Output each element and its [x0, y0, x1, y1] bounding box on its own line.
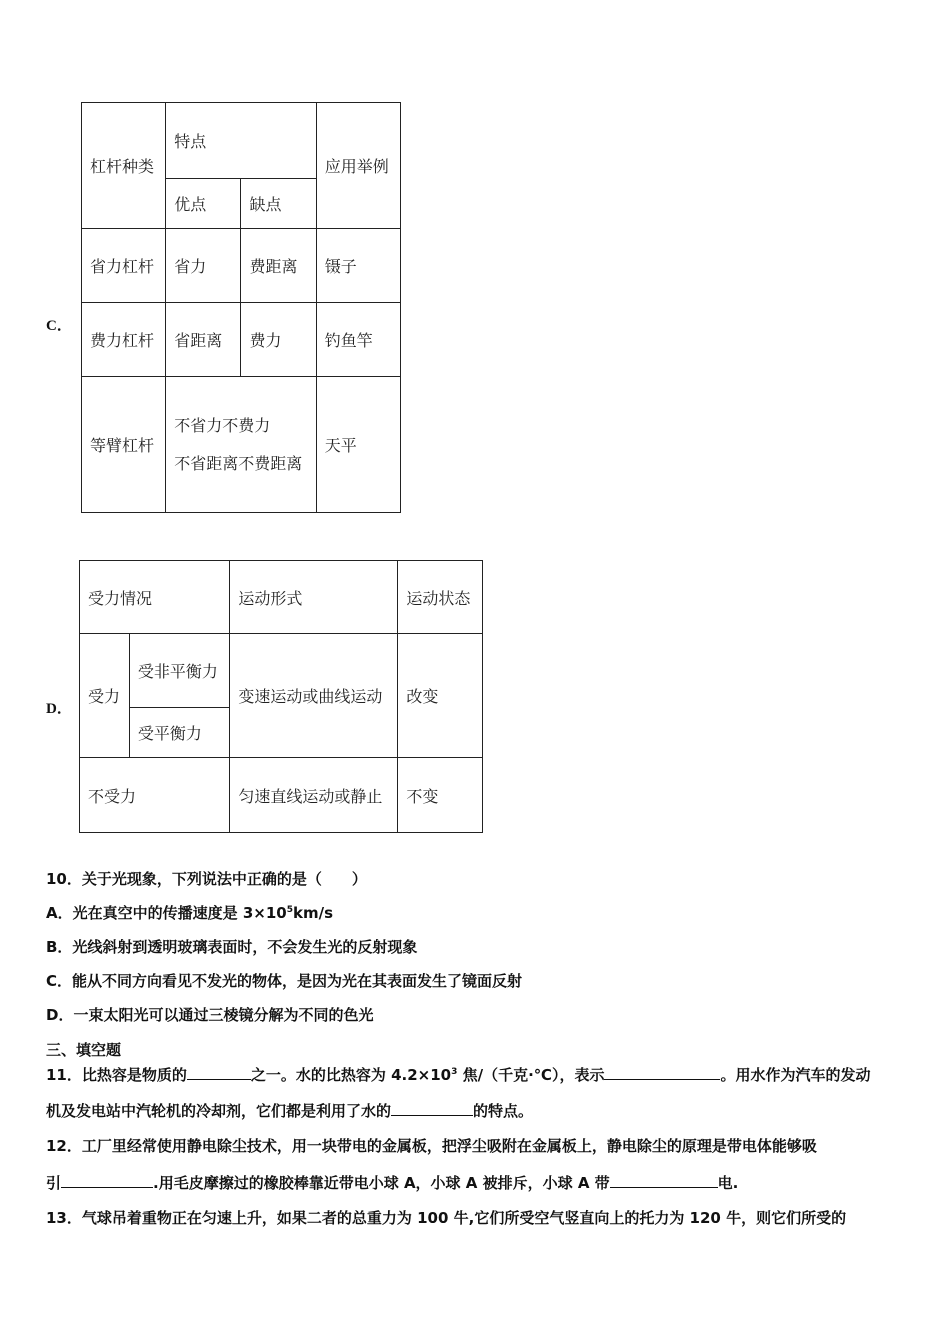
cell-no-force: 不受力	[80, 758, 230, 833]
cell-forced: 受力	[80, 634, 130, 758]
header-example: 应用举例	[316, 103, 400, 229]
q11-text: 焦/（千克·℃），表示	[457, 1066, 605, 1084]
q11-exponent: 3	[451, 1067, 458, 1077]
q11-line1	[46, 1064, 870, 1085]
cell-balanced: 受平衡力	[129, 708, 230, 758]
q10-option-c: C．能从不同方向看见不发光的物体，是因为光在其表面发生了镜面反射	[46, 972, 523, 990]
q10-a-exponent: 5	[286, 905, 293, 915]
cell-example: 钓鱼竿	[316, 303, 400, 377]
q10-option-a	[46, 902, 333, 923]
table-row	[82, 303, 401, 377]
lever-table	[81, 102, 401, 513]
cell-disadvantage: 费力	[241, 303, 316, 377]
q10-a-text: A．光在真空中的传播速度是 3×10	[46, 904, 287, 922]
q10-a-unit: km/s	[292, 904, 333, 922]
option-c-label: C．	[46, 318, 72, 334]
q11-line2	[46, 1100, 533, 1121]
q10-option-b: B．光线斜射到透明玻璃表面时，不会发生光的反射现象	[46, 938, 418, 956]
cell-forced-motion: 变速运动或曲线运动	[230, 634, 398, 758]
table-row	[80, 758, 483, 833]
header-advantage: 优点	[166, 179, 241, 229]
q11-text: 的特点。	[473, 1102, 534, 1120]
header-motion-state: 运动状态	[398, 561, 483, 634]
table-row	[82, 377, 401, 513]
cell-type: 费力杠杆	[82, 303, 166, 377]
q10-stem: 10．关于光现象，下列说法中正确的是（ ）	[46, 870, 367, 888]
q12-line2	[46, 1172, 738, 1193]
feature-line: 不省距离不费距离	[174, 453, 303, 473]
q12-blank-2[interactable]	[610, 1173, 718, 1188]
q12-text: 引	[46, 1174, 62, 1192]
q11-text: 。用水作为汽车的发动	[720, 1066, 871, 1084]
q11-text: 11．比热容是物质的	[46, 1066, 187, 1084]
q11-blank-1[interactable]	[187, 1065, 251, 1080]
section-title: 三、填空题	[46, 1041, 122, 1059]
cell-type: 省力杠杆	[82, 229, 166, 303]
q12-text: 电.	[717, 1174, 739, 1192]
cell-no-force-motion: 匀速直线运动或静止	[230, 758, 398, 833]
table-row	[80, 634, 483, 708]
q12-text: .用毛皮摩擦过的橡胶棒靠近带电小球 A，小球 A 被排斥，小球 A 带	[153, 1174, 610, 1192]
q11-blank-2[interactable]	[604, 1065, 720, 1080]
cell-type: 等臂杠杆	[82, 377, 166, 513]
header-feature: 特点	[166, 103, 316, 179]
q11-blank-3[interactable]	[391, 1101, 473, 1116]
motion-table	[79, 560, 483, 833]
cell-disadvantage: 费距离	[241, 229, 316, 303]
header-force: 受力情况	[80, 561, 230, 634]
header-lever-type: 杠杆种类	[82, 103, 166, 229]
cell-advantage: 省距离	[166, 303, 241, 377]
cell-example: 天平	[316, 377, 400, 513]
cell-unbalanced: 受非平衡力	[129, 634, 230, 708]
cell-feature	[166, 377, 316, 513]
table-row	[82, 229, 401, 303]
cell-advantage: 省力	[166, 229, 241, 303]
q12-blank-1[interactable]	[61, 1173, 153, 1188]
cell-example: 镊子	[316, 229, 400, 303]
option-d-label: D．	[46, 701, 72, 717]
cell-no-force-state: 不变	[398, 758, 483, 833]
q12-line1: 12．工厂里经常使用静电除尘技术，用一块带电的金属板，把浮尘吸附在金属板上，静电除尘的原理是带电体能够吸	[46, 1137, 817, 1155]
cell-forced-state: 改变	[398, 634, 483, 758]
q11-text: 之一。水的比热容为 4.2×10	[250, 1066, 452, 1084]
q10-option-d: D．一束太阳光可以通过三棱镜分解为不同的色光	[46, 1006, 374, 1024]
q13-line1: 13．气球吊着重物正在匀速上升，如果二者的总重力为 100 牛,它们所受空气竖直向上的托力为 120 牛，则它们所受的	[46, 1209, 847, 1227]
header-motion-form: 运动形式	[230, 561, 398, 634]
feature-line: 不省力不费力	[174, 415, 271, 435]
header-disadvantage: 缺点	[241, 179, 316, 229]
q11-text: 机及发电站中汽轮机的冷却剂，它们都是利用了水的	[46, 1102, 392, 1120]
